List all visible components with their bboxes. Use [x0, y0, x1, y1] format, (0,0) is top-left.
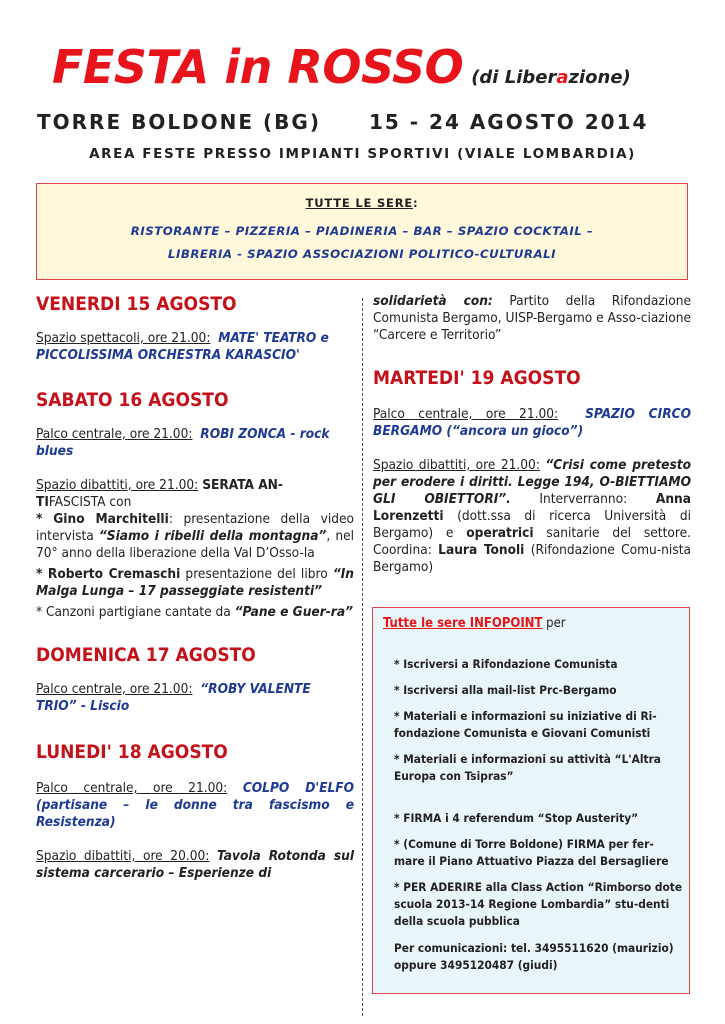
monday-debate-continued: solidarietà con: Partito della Rifondazione Comunista Bergamo, UISP-Bergamo e Asso-ciazione “Carcere e Territorio”	[373, 293, 691, 343]
event-subtitle: (di Liberazione)	[471, 67, 631, 88]
dates: 15 - 24 AGOSTO 2014	[368, 110, 649, 134]
title-row	[52, 40, 692, 94]
event-monday-concert: Palco centrale, ore 21.00: COLPO D'ELFO (partisane – le donne tra fascismo e Resistenza)	[36, 780, 354, 830]
column-divider	[362, 298, 363, 1016]
event-tuesday-debate: Spazio dibattiti, ore 21.00: “Crisi come pretesto per erodere i diritti. Legge 194, O-BIETTIAMO GLI OBIETTORI”. Interverranno: Anna Lorenzetti (dott.ssa di ricerca Università di Bergamo) e operatrici sanitarie del settore. Coordina: Laura Tonoli (Rifondazione Comu-nista Bergamo)	[373, 457, 691, 575]
event-sunday: Palco centrale, ore 21.00: “ROBY VALENTE TRIO” - Liscio	[36, 681, 311, 714]
right-column	[373, 293, 691, 576]
info-item: * Iscriversi a Rifondazione Comunista	[394, 657, 618, 671]
info-item: * FIRMA i 4 referendum “Stop Austerity”	[394, 811, 639, 825]
event-monday-debate: Spazio dibattiti, ore 20.00: Tavola Rotonda sul sistema carcerario – Esperienze di	[36, 848, 355, 881]
info-item: * Materiali e informazioni su attività “L'Altra Europa con Tsipras”	[394, 752, 661, 783]
day-heading-monday: LUNEDI' 18 AGOSTO	[36, 741, 228, 763]
day-heading-friday: VENERDI 15 AGOSTO	[36, 293, 237, 315]
day-heading-tuesday: MARTEDI' 19 AGOSTO	[373, 367, 581, 389]
guest-cremaschi: * Roberto Cremaschi presentazione del libro “In Malga Lunga – 17 passeggiate resistenti”	[36, 566, 354, 599]
info-item: * Materiali e informazioni su iniziative di Ri-fondazione Comunista e Giovani Comunisti	[394, 709, 657, 740]
partisan-songs: * Canzoni partigiane cantate da “Pane e Guer-ra”	[36, 604, 353, 620]
guest-marchitelli: * Gino Marchitelli: presentazione della video intervista “Siamo i ribelli della montagna”, nel 70° anno della liberazione della Val D’Osso-la	[36, 511, 354, 561]
event-tuesday-circus: Palco centrale, ore 21.00: SPAZIO CIRCO BERGAMO (“ancora un gioco”)	[373, 406, 691, 439]
info-contacts: Per comunicazioni: tel. 3495511620 (maurizio) oppure 3495120487 (giudi)	[394, 941, 674, 972]
info-item: * Iscriversi alla mail-list Prc-Bergamo	[394, 683, 617, 697]
info-item: * (Comune di Torre Boldone) FIRMA per fer-mare il Piano Attuativo Piazza del Bersagliere	[394, 837, 669, 868]
banner-services-line-2: LIBRERIA - SPAZIO ASSOCIAZIONI POLITICO-CULTURALI	[167, 247, 557, 261]
day-heading-saturday: SABATO 16 AGOSTO	[36, 389, 229, 411]
location-dates	[37, 110, 687, 134]
every-night-banner	[36, 183, 688, 280]
event-saturday-concert: Palco centrale, ore 21.00: ROBI ZONCA - rock blues	[36, 426, 330, 459]
day-heading-sunday: DOMENICA 17 AGOSTO	[36, 644, 256, 666]
infopoint-box	[372, 607, 690, 994]
event-friday: Spazio spettacoli, ore 21.00: MATE' TEATRO e PICCOLISSIMA ORCHESTRA KARASCIO'	[36, 330, 329, 363]
left-column	[36, 293, 354, 882]
infopoint-heading: Tutte le sere INFOPOINT per	[383, 616, 566, 631]
event-title: FESTA in ROSSO	[52, 40, 464, 94]
banner-heading: TUTTE LE SERE:	[305, 196, 419, 210]
info-item: * PER ADERIRE alla Class Action “Rimborso dote scuola 2013-14 Regione Lombardia” stu-denti della scuola pubblica	[394, 880, 683, 928]
event-saturday-debate: Spazio dibattiti, ore 21.00: SERATA AN- TIFASCISTA con	[36, 477, 283, 510]
venue-area: AREA FESTE PRESSO IMPIANTI SPORTIVI (VIALE LOMBARDIA)	[89, 146, 636, 162]
location: TORRE BOLDONE (BG)	[37, 110, 321, 134]
banner-services-line-1: RISTORANTE – PIZZERIA – PIADINERIA – BAR – SPAZIO COCKTAIL –	[130, 224, 594, 238]
